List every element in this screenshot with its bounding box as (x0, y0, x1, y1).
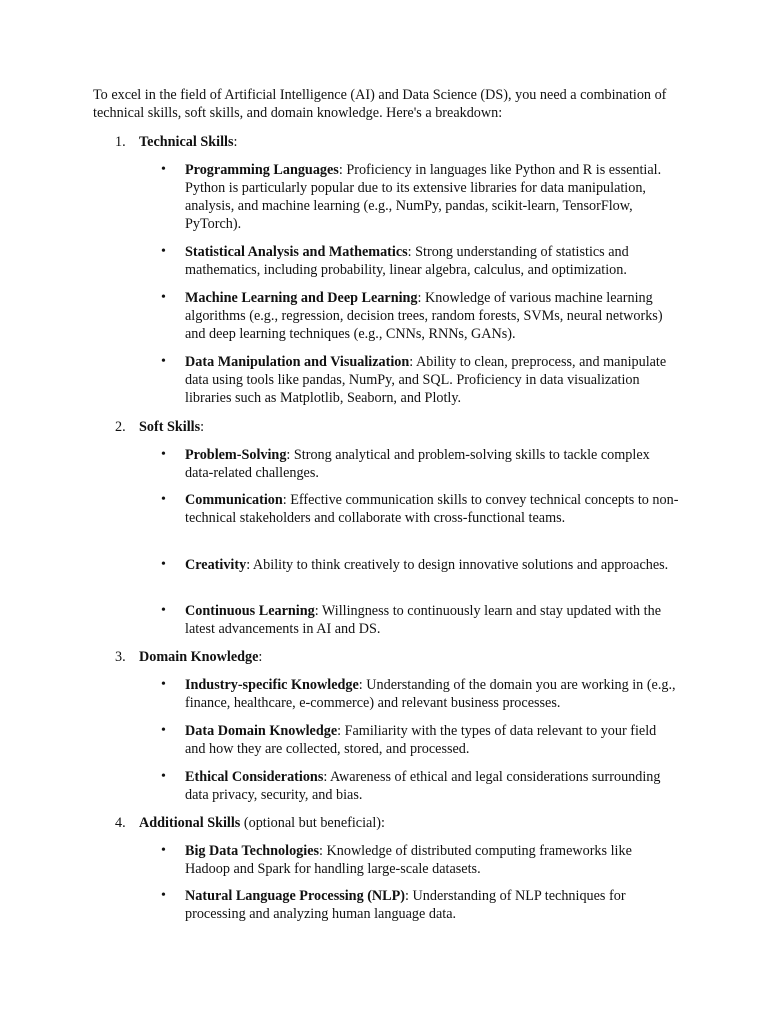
list-item: • Creativity: Ability to think creatively to design innovative solutions and approaches. (161, 557, 669, 573)
list-item: • Industry-specific Knowledge: Understanding of the domain you are working in (e.g., finance, healthcare, e-commerce) and relevant business processes. (161, 677, 676, 711)
bullet-icon: • (161, 244, 166, 259)
list-item: • Big Data Technologies: Knowledge of distributed computing frameworks like Hadoop and Spark for handling large-scale datasets. (161, 843, 632, 877)
section-number: 4. (115, 815, 126, 831)
section-title: Soft Skills: (139, 419, 205, 435)
list-item: • Communication: Effective communication skills to convey technical concepts to non-technical stakeholders and collaborate with cross-functional teams. (161, 492, 679, 526)
list-item: • Problem-Solving: Strong analytical and problem-solving skills to tackle complex data-related challenges. (161, 447, 650, 481)
intro-paragraph: To excel in the field of Artificial Intelligence (AI) and Data Science (DS), you need a combination of technical skills, soft skills, and domain knowledge. Here's a breakdown: (93, 87, 667, 121)
list-item: • Data Manipulation and Visualization: Ability to clean, preprocess, and manipulate data using tools like pandas, NumPy, and SQL. Proficiency in data visualization libraries such as Matplotlib, Seaborn, and Plotly. (161, 354, 667, 406)
bullet-icon: • (161, 162, 166, 177)
list-item: • Statistical Analysis and Mathematics: Strong understanding of statistics and mathematics, including probability, linear algebra, calculus, and optimization. (161, 244, 629, 278)
section-number: 2. (115, 419, 126, 435)
list-item: • Data Domain Knowledge: Familiarity with the types of data relevant to your field and how they are collected, stored, and processed. (161, 723, 657, 757)
section-title: Additional Skills (optional but beneficial): (139, 815, 385, 831)
bullet-icon: • (161, 354, 166, 369)
list-item: • Programming Languages: Proficiency in languages like Python and R is essential. Python is particularly popular due to its extensive libraries for data manipulation, analysis, and machine learning (e.g., NumPy, pandas, scikit-learn, TensorFlow, PyTorch). (161, 162, 662, 232)
section-title: Domain Knowledge: (139, 649, 263, 665)
bullet-icon: • (161, 769, 166, 784)
section-title: Technical Skills: (139, 134, 238, 150)
bullet-icon: • (161, 290, 166, 305)
bullet-icon: • (161, 492, 166, 507)
bullet-icon: • (161, 447, 166, 462)
list-item: • Machine Learning and Deep Learning: Knowledge of various machine learning algorithms (e.g., regression, decision trees, random forests, SVMs, neural networks) and deep learning techniques (e.g., CNNs, RNNs, GANs). (161, 290, 663, 342)
section-number: 3. (115, 649, 126, 665)
list-item: • Continuous Learning: Willingness to continuously learn and stay updated with the latest advancements in AI and DS. (161, 603, 662, 637)
bullet-icon: • (161, 843, 166, 858)
section-number: 1. (115, 134, 126, 150)
bullet-icon: • (161, 888, 166, 903)
bullet-icon: • (161, 723, 166, 738)
list-item: • Natural Language Processing (NLP): Understanding of NLP techniques for processing and analyzing human language data. (161, 888, 626, 922)
bullet-icon: • (161, 603, 166, 618)
list-item: • Ethical Considerations: Awareness of ethical and legal considerations surrounding data privacy, security, and bias. (161, 769, 661, 803)
bullet-icon: • (161, 557, 166, 572)
bullet-icon: • (161, 677, 166, 692)
